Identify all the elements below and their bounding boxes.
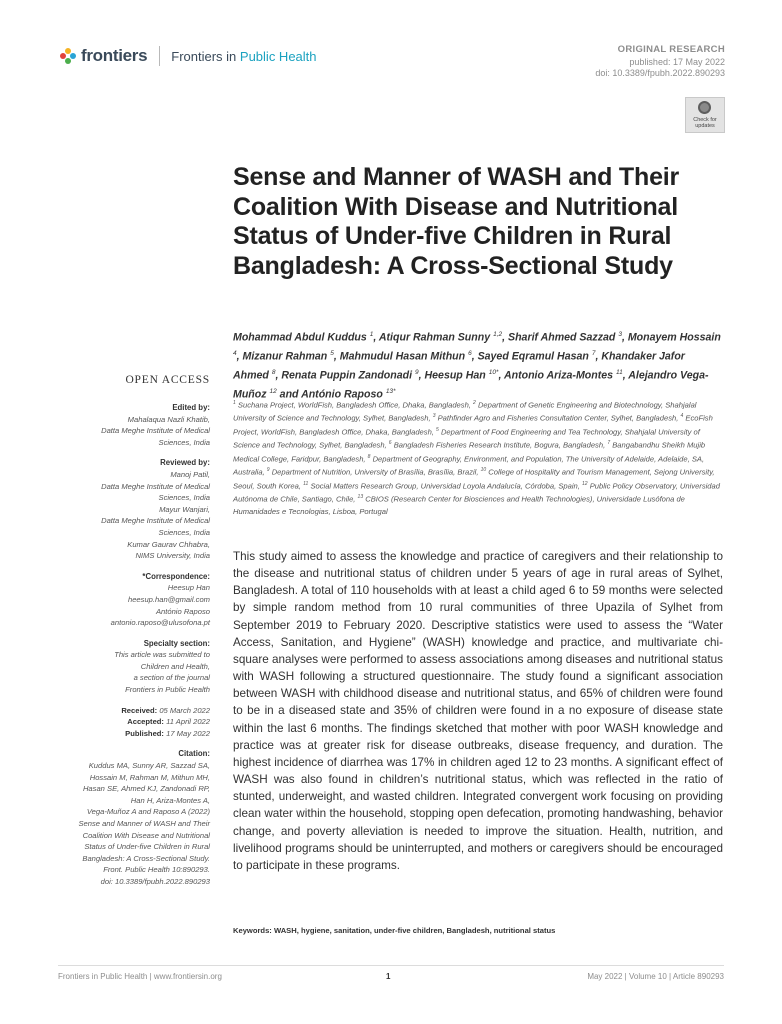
editor-block — [58, 414, 210, 449]
sidebar-line: Mayur Wanjari, — [159, 504, 210, 514]
sidebar-line: doi: 10.3389/fpubh.2022.890293 — [100, 876, 210, 886]
edited-by-heading: Edited by: — [172, 403, 210, 412]
accepted-value: 11 April 2022 — [166, 717, 210, 727]
journal-name[interactable] — [171, 49, 316, 64]
header-divider — [159, 46, 160, 66]
reviewed-by-heading: Reviewed by: — [160, 458, 210, 468]
sidebar-line: Sciences, India — [158, 437, 210, 447]
affiliation-mark: 11 — [303, 480, 309, 487]
sidebar-line: Coalition With Disease and Nutritional — [82, 830, 210, 840]
affiliation-mark: 3 — [432, 413, 436, 420]
page-number: 1 — [386, 972, 391, 981]
affiliation-text: College of Hospitality and Tourism Management, Sejong University, Seoul, South Korea, — [233, 467, 715, 491]
check-updates-icon — [698, 101, 711, 114]
abstract-text: This study aimed to assess the knowledge and practice of caregivers and their relationship to the disease and nutritional status of children under 5 years of age in rural areas of Sylhet, Bangladesh. A total of 110 households with at least a child aged 6 to 59 months were selected by simple random method from 10 rural communities of three Upazila of Sylhet from September 2019 to February 2020. Descriptive statistics were used to assess the “Water Access, Sanitation, and Hygiene” (WASH) knowledge and practice, and multivariate chi-square analyses were performed to assess associations among diseases and nutritional status with WASH following a structured questionnaire. The study found a significant association between WASH with childhood disease and nutritional status, and 65% of children were found to be in a diseased state and 35% of children were found in a no exposure of disease state within the last 6 months. The findings sketched that mother with poor WASH knowledge and practice was at greater risk for disease outbreaks, disease frequency, and duration. The highest incidence of diarrhea was 17% in children aged 12 to 23 months. A significant effect of WASH was also found in children’s nutritional status, which was reflected in the ratio of stunted, underweight, and wasted children. Integrated convergent work focusing on providing clean water within the household, stopping open defecation, promoting handwashing, behavior change, and poverty alleviation is needed to improve the situation. Health, nutrition, and livelihood programs should be uninterrupted, and mothers or caregivers should be encouraged to participate in these programs. — [233, 550, 723, 872]
author-name[interactable]: Sayed Eqramul Hasan — [477, 350, 589, 363]
affiliation-text: Department of Genetic Engineering and Biotechnology, Shahjalal University of Science and Technology, Sylhet, Bangladesh, — [233, 400, 697, 423]
affiliation-text: Social Matters Research Group, Universidad Loyola Andalucía, Córdoba, Spain, — [310, 481, 580, 491]
sidebar-line: heesup.han@gmail.com — [127, 594, 210, 604]
footer-journal[interactable]: Frontiers in Public Health | www.frontiersin.org — [58, 972, 222, 981]
keywords-label: Keywords: — [233, 926, 272, 935]
author-affiliation-mark: 4 — [233, 350, 237, 358]
sidebar-line: Kuddus MA, Sunny AR, Sazzad SA, — [88, 761, 210, 771]
sidebar-line: Frontiers in Public Health — [125, 685, 210, 695]
affiliation-mark: 5 — [436, 426, 439, 433]
sidebar-line: Front. Public Health 10:890293. — [103, 865, 210, 875]
journal-accent: Public Health — [239, 48, 317, 64]
author-affiliation-mark: 5 — [330, 350, 334, 358]
keywords-line — [233, 926, 723, 935]
affiliation-text: Suchana Project, WorldFish, Bangladesh Office, Dhaka, Bangladesh, — [237, 400, 471, 410]
accepted-date — [58, 716, 210, 728]
frontiers-logo-icon — [60, 48, 76, 64]
footer-divider — [58, 965, 724, 966]
sidebar-line: Kumar Gaurav Chhabra, — [127, 539, 210, 549]
author-name[interactable]: Khandaker Jafor Ahmed — [233, 350, 685, 382]
reviewer-block — [58, 469, 210, 562]
author-name[interactable]: Mohammad Abdul Kuddus — [233, 331, 367, 344]
sidebar-line: Heesup Han — [167, 583, 210, 593]
author-name[interactable]: António Raposo — [301, 388, 383, 401]
article-type: ORIGINAL RESEARCH — [617, 44, 725, 55]
sidebar-line: Datta Meghe Institute of Medical — [101, 426, 210, 436]
author-affiliation-mark: 11 — [616, 369, 623, 377]
author-affiliation-mark: 12 — [269, 388, 277, 396]
affiliation-text: Bangladesh Fisheries Research Institute, Bogura, Bangladesh, — [393, 440, 606, 450]
sidebar-line: Manoj Patil, — [170, 469, 210, 479]
affiliation-list — [233, 398, 723, 517]
specialty-heading: Specialty section: — [143, 638, 210, 648]
sidebar-line: Children and Health, — [140, 661, 210, 671]
sidebar-line: Han H, Ariza-Montes A, — [130, 795, 210, 805]
affiliation-text: EcoFish Project, WorldFish, Bangladesh Office, Dhaka, Bangladesh, — [233, 413, 713, 437]
sidebar-line: Status of Under-five Children in Rural — [84, 842, 210, 852]
author-name[interactable]: Heesup Han — [424, 369, 486, 382]
author-affiliation-mark: 1 — [369, 331, 374, 338]
published-date: published: 17 May 2022 — [629, 57, 725, 67]
affiliation-text: CBIOS (Research Center for Biosciences and Health Technologies), Universidade Lusófona de Humanidades e Tecnologias, Lisboa, Portugal — [233, 494, 685, 516]
article-sidebar — [58, 402, 210, 888]
correspondence-block — [58, 582, 210, 628]
received-label: Received: — [121, 705, 158, 715]
sidebar-line: This article was submitted to — [114, 650, 210, 660]
accepted-label: Accepted: — [127, 717, 164, 727]
check-for-updates-badge[interactable] — [685, 97, 725, 133]
author-affiliation-mark: 7 — [591, 350, 596, 358]
sidebar-line: Datta Meghe Institute of Medical — [101, 481, 210, 491]
sidebar-line: Sciences, India — [158, 527, 210, 537]
author-affiliation-mark: 8 — [271, 369, 276, 377]
sidebar-line: Sciences, India — [158, 493, 210, 503]
author-name[interactable]: Antonio Ariza-Montes — [503, 369, 614, 382]
sidebar-line: Bangladesh: A Cross-Sectional Study. — [82, 853, 210, 863]
author-name[interactable]: Monayem Hossain — [627, 331, 721, 344]
author-affiliation-mark: 6 — [468, 350, 472, 358]
author-affiliation-mark: 3 — [618, 331, 622, 338]
affiliation-text: Department of Nutrition, University of Brasília, Brasília, Brazil, — [271, 467, 479, 477]
sidebar-line: NIMS University, India — [135, 551, 210, 561]
article-title: Sense and Manner of WASH and Their Coalition With Disease and Nutritional Status of Under-five Children in Rural Bangladesh: A Cross-Sectional Study — [233, 163, 680, 280]
affiliation-mark: 6 — [388, 440, 392, 447]
sidebar-line: Sense and Manner of WASH and Their — [78, 819, 210, 828]
article-doi[interactable]: doi: 10.3389/fpubh.2022.890293 — [595, 68, 725, 78]
sidebar-line: Hasan SE, Ahmed KJ, Zandonadi RP, — [82, 784, 210, 794]
sidebar-line: António Raposo — [155, 606, 210, 616]
sidebar-line: antonio.raposo@ulusofona.pt — [110, 618, 210, 628]
published-date-sidebar — [58, 728, 210, 740]
author-affiliation-mark: 9 — [415, 369, 419, 377]
affiliation-mark: 2 — [473, 400, 476, 406]
affiliation-text: Public Policy Observatory, Universidad Autónoma de Chile, Santiago, Chile, — [233, 481, 720, 504]
author-name[interactable]: Atiqur Rahman Sunny — [378, 331, 491, 344]
author-affiliation-mark: 10* — [488, 369, 499, 377]
sidebar-line: Datta Meghe Institute of Medical — [101, 516, 210, 526]
author-affiliation-mark: 13* — [385, 388, 396, 396]
published-value: 17 May 2022 — [166, 728, 210, 738]
author-list: Mohammad Abdul Kuddus $^1$, Atiqur Rahman Sunny $^{1,2}$, Sharif Ahmed Sazzad $^3$, Monayem Hossain $^4$, Mizanur Rahman $^5$, Mahmudul Hasan Mithun $^6$, Sayed Eqramul Hasan $^7$, Khandaker Jafor Ahmed $^8$, Renata Puppin Zandonadi $^9$, Heesup Han $^{10*}$, Antonio Ariza-Montes $^{11}$, Alejandro Vega-Muñoz $^{12}$ and António Raposo $^{13*}$ — [233, 331, 721, 401]
author-name[interactable]: Mizanur Rahman — [242, 350, 328, 363]
author-name[interactable]: Mahmudul Hasan Mithun — [339, 350, 466, 363]
affiliation-mark: 7 — [607, 440, 611, 447]
brand-name[interactable]: frontiers — [81, 46, 148, 65]
sidebar-line: Vega-Muñoz A and Raposo A (2022) — [86, 807, 210, 817]
journal-prefix: Frontiers in — [171, 48, 240, 64]
affiliation-mark: 8 — [367, 453, 371, 460]
open-access-label: OPEN ACCESS — [125, 374, 210, 386]
sidebar-line: a section of the journal — [133, 673, 210, 683]
citation-block — [58, 760, 210, 888]
keywords-value: WASH, hygiene, sanitation, under-five children, Bangladesh, nutritional status — [273, 926, 556, 935]
affiliation-text: Bangabandhu Sheikh Mujib Medical College, Faridpur, Bangladesh, — [233, 440, 706, 464]
affiliation-text: Pathfinder Agro and Fisheries Consultation Center, Sylhet, Bangladesh, — [437, 413, 679, 423]
author-name[interactable]: Sharif Ahmed Sazzad — [508, 331, 616, 344]
check-updates-label: Check for updates — [693, 117, 717, 129]
footer-issue: May 2022 | Volume 10 | Article 890293 — [587, 972, 724, 981]
sidebar-line: Mahalaqua Nazli Khatib, — [127, 414, 210, 424]
citation-heading: Citation: — [178, 749, 210, 759]
affiliation-text: Department of Geography, Environment, and Population, The University of Adelaide, Adelaide, SA, Australia, — [233, 454, 705, 477]
published-label: Published: — [125, 728, 164, 738]
sidebar-line: Hossain M, Rahman M, Mithun MH, — [89, 772, 210, 782]
affiliation-mark: 1 — [233, 400, 236, 406]
correspondence-heading: *Correspondence: — [142, 571, 210, 581]
affiliation-mark: 10 — [480, 467, 487, 474]
affiliation-mark: 9 — [266, 467, 270, 474]
received-date — [58, 705, 210, 717]
affiliation-mark: 4 — [680, 413, 684, 420]
received-value: 05 March 2022 — [159, 705, 210, 715]
specialty-block — [58, 649, 210, 695]
affiliation-mark: 13 — [357, 494, 364, 501]
author-affiliation-mark: 1,2 — [493, 331, 503, 338]
affiliation-text: Department of Food Engineering and Tea Technology, Shahjalal University of Science and Technology, Sylhet, Bangladesh, — [233, 427, 700, 450]
author-name[interactable]: Renata Puppin Zandonadi — [281, 369, 413, 382]
journal-header — [60, 46, 317, 66]
affiliation-mark: 12 — [582, 480, 588, 487]
author-name[interactable]: Alejandro Vega-Muñoz — [233, 369, 709, 401]
